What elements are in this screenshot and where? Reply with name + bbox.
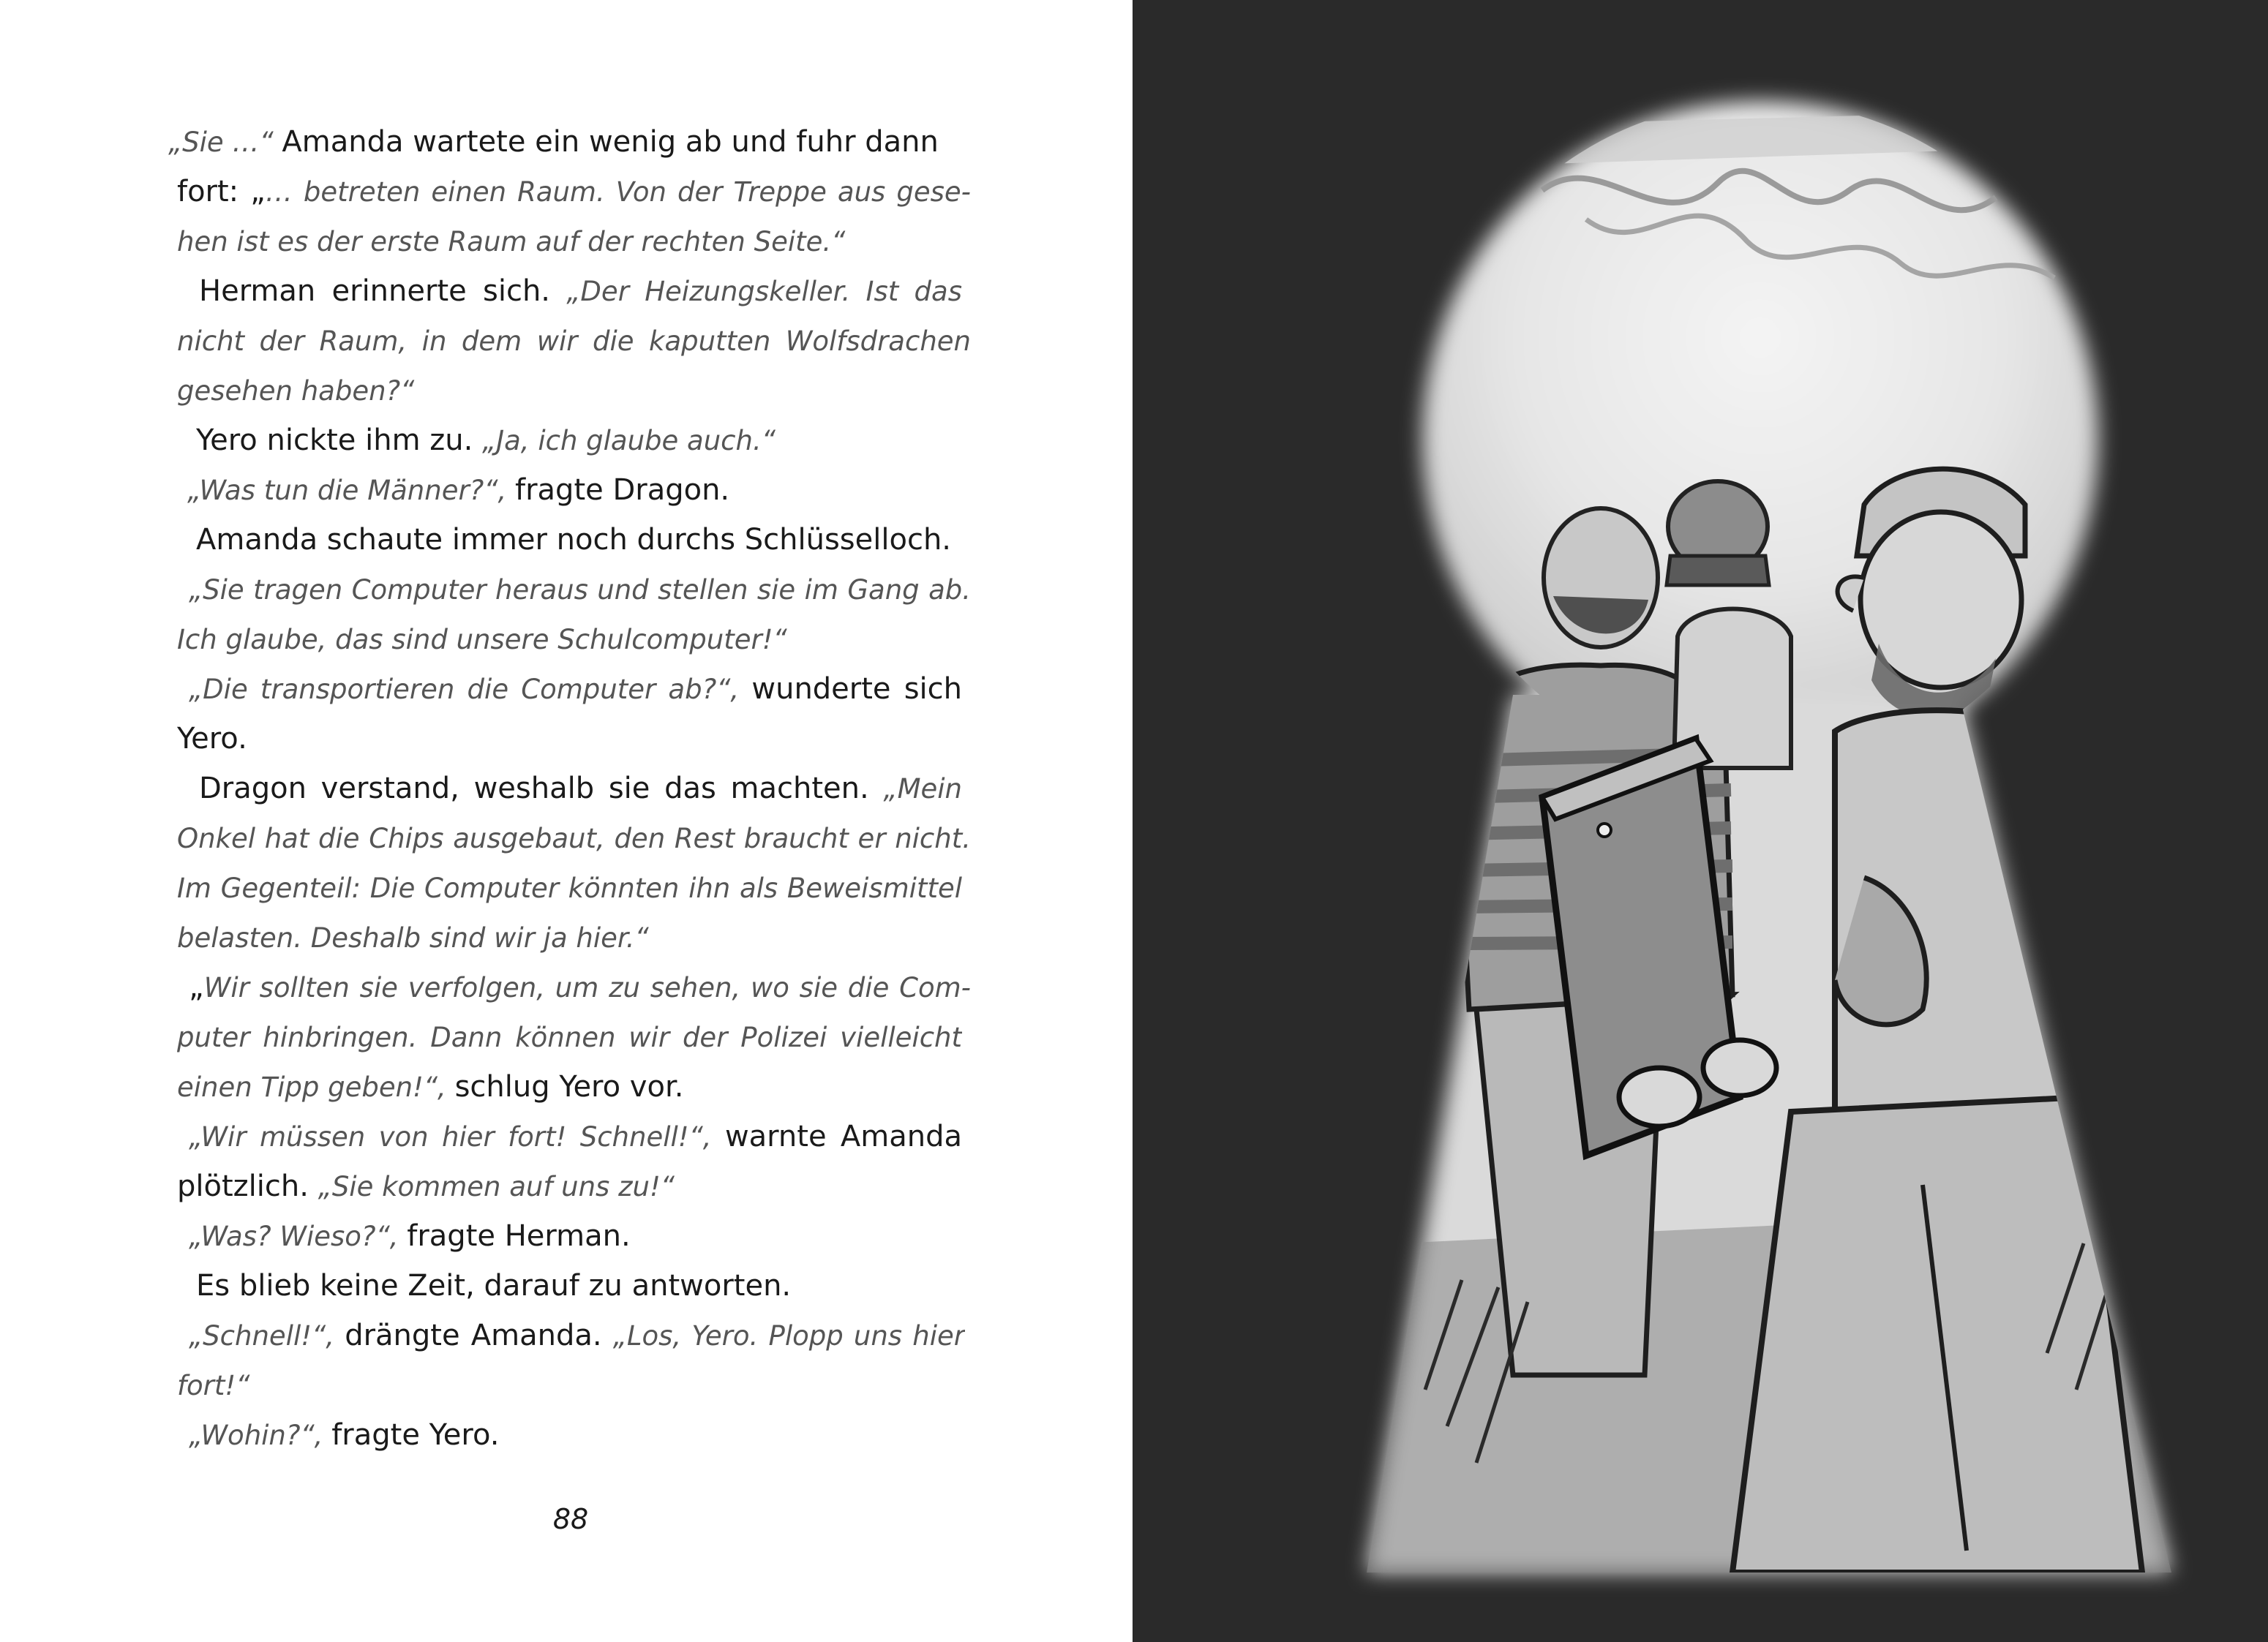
dialogue-segment: „Mein	[883, 773, 962, 805]
dialogue-segment: Ich glaube, das sind unsere Schulcomputer!“	[177, 624, 787, 655]
dialogue-segment: „Ja, ich glaube auch.“	[482, 425, 776, 456]
text-line	[189, 1112, 962, 1161]
text-line	[177, 216, 971, 266]
text-line	[189, 963, 971, 1012]
text-line	[199, 266, 962, 316]
text-line	[177, 1062, 971, 1112]
narration-segment: fragte Herman.	[407, 1219, 631, 1253]
text-line	[196, 1261, 990, 1311]
text-line	[177, 1161, 971, 1211]
text-line	[177, 813, 971, 863]
dialogue-segment: belasten. Deshalb sind wir ja hier.“	[177, 922, 649, 954]
text-line	[189, 1211, 983, 1261]
text-line	[177, 316, 971, 366]
dialogue-segment: „Sie tragen Computer heraus und stellen sie im Gang ab.	[189, 574, 971, 606]
dialogue-segment: fort!“	[177, 1370, 250, 1401]
text-line	[177, 366, 971, 415]
narration-segment: Yero.	[177, 722, 247, 756]
text-line	[189, 565, 971, 614]
narration-segment: plötzlich.	[177, 1170, 318, 1203]
illustration-panel	[1133, 0, 2268, 1642]
text-line	[189, 1311, 965, 1360]
dialogue-segment: … betreten einen Raum. Von der Treppe aus gese-	[265, 176, 971, 208]
keyhole-illustration-icon	[1133, 0, 2268, 1642]
dialogue-segment: „Schnell!“,	[189, 1320, 345, 1352]
text-line	[177, 614, 971, 664]
dialogue-segment: „Was tun die Männer?“,	[187, 475, 516, 506]
text-line	[196, 515, 990, 565]
dialogue-segment: gesehen haben?“	[177, 375, 415, 407]
dialogue-segment: „Die transportieren die Computer ab?“,	[189, 674, 752, 705]
narration-segment: warnte Amanda	[724, 1120, 962, 1153]
narration-segment: „	[189, 971, 204, 1004]
dialogue-segment: Onkel hat die Chips ausgebaut, den Rest braucht er nicht.	[177, 823, 971, 854]
narration-segment: Amanda wartete ein wenig ab und fuhr dann	[282, 125, 939, 159]
text-line	[189, 1410, 983, 1460]
narration-segment: Dragon verstand, weshalb sie das machten.	[199, 772, 884, 805]
narration-segment: drängte Amanda.	[345, 1319, 613, 1352]
text-line	[177, 863, 962, 913]
dialogue-segment: hen ist es der erste Raum auf der rechten Seite.“	[177, 226, 846, 257]
dialogue-segment: „Sie …“	[168, 127, 282, 158]
narration-segment: fragte Dragon.	[515, 473, 730, 507]
dialogue-segment: „Was? Wieso?“,	[189, 1221, 408, 1252]
narration-segment: Herman erinnerte sich.	[199, 274, 567, 308]
dialogue-segment: „Der Heizungskeller. Ist das	[566, 276, 962, 307]
narration-segment: Yero nickte ihm zu.	[196, 423, 483, 457]
narration-segment: fort: „	[177, 175, 266, 208]
narration-segment: Amanda schaute immer noch durchs Schlüsselloch.	[196, 523, 952, 557]
text-line	[168, 117, 962, 167]
narration-segment: Es blieb keine Zeit, darauf zu antworten.	[196, 1269, 792, 1303]
text-line	[177, 1360, 971, 1410]
dialogue-segment: „Sie kommen auf uns zu!“	[318, 1171, 675, 1202]
text-line	[189, 664, 962, 714]
narration-segment: schlug Yero vor.	[454, 1070, 684, 1104]
dialogue-segment: „Los, Yero. Plopp uns hier	[612, 1320, 965, 1352]
text-line	[199, 764, 962, 813]
dialogue-segment: Im Gegenteil: Die Computer könnten ihn als Beweismittel	[177, 873, 962, 904]
text-line	[177, 714, 971, 764]
narration-segment: fragte Yero.	[331, 1418, 500, 1452]
narration-segment: wunderte sich	[751, 672, 962, 706]
text-line	[196, 415, 990, 465]
dialogue-segment: nicht der Raum, in dem wir die kaputten Wolfsdrachen	[177, 325, 971, 357]
dialogue-segment: „Wohin?“,	[189, 1420, 332, 1451]
dialogue-segment: Wir sollten sie verfolgen, um zu sehen, wo sie die Com-	[203, 972, 971, 1003]
dialogue-segment: puter hinbringen. Dann können wir der Polizei vielleicht	[177, 1022, 962, 1053]
dialogue-segment: einen Tipp geben!“,	[177, 1072, 455, 1103]
text-line	[187, 465, 981, 515]
text-line	[177, 1012, 962, 1062]
text-line	[177, 913, 971, 963]
left-page	[0, 0, 1133, 1642]
text-line	[177, 167, 971, 216]
dialogue-segment: „Wir müssen von hier fort! Schnell!“,	[189, 1121, 725, 1153]
page-number: 88	[552, 1503, 589, 1535]
